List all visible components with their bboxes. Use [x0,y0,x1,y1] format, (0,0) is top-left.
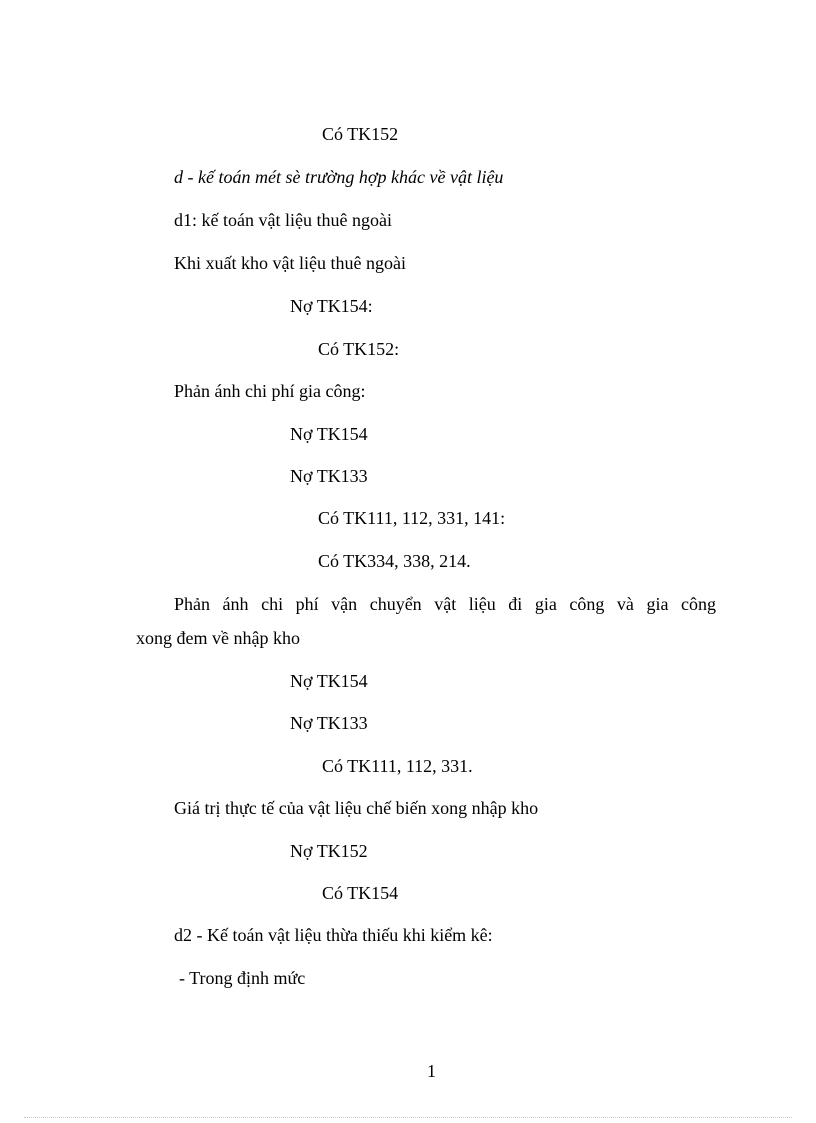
paragraph-actual-value: Giá trị thực tế của vật liệu chế biến xong nhập kho [174,798,539,818]
line-credit-tk152: Có TK152: [318,339,400,359]
subsection-heading-d1: d1: kế toán vật liệu thuê ngoài [174,210,392,230]
line-debit-tk133: Nợ TK133 [290,713,368,733]
list-item-within-norm: - Trong định mức [179,968,306,988]
line-credit-tk152: Có TK152 [322,124,399,144]
paragraph-transport-cost-cont: xong đem về nhập kho [136,628,300,648]
line-credit-tk334: Có TK334, 338, 214. [318,551,471,571]
line-debit-tk133: Nợ TK133 [290,466,368,486]
line-debit-tk154: Nợ TK154 [290,424,368,444]
subsection-heading-d2: d2 - Kế toán vật liệu thừa thiếu khi kiểm kê: [174,925,493,945]
section-heading-d: d - kế toán mét sè trường hợp khác về vật liệu [174,167,504,187]
paragraph-export-outsourced: Khi xuất kho vật liệu thuê ngoài [174,253,406,273]
page-number: 1 [427,1061,436,1081]
line-credit-tk111: Có TK111, 112, 331, 141: [318,508,506,528]
line-debit-tk154: Nợ TK154: [290,296,373,316]
footer-divider [24,1117,792,1118]
line-debit-tk154: Nợ TK154 [290,671,368,691]
line-debit-tk152: Nợ TK152 [290,841,368,861]
line-credit-tk154: Có TK154 [322,883,399,903]
line-credit-tk111: Có TK111, 112, 331. [322,756,473,776]
paragraph-processing-cost: Phản ánh chi phí gia công: [174,381,366,401]
paragraph-transport-cost: Phản ánh chi phí vận chuyển vật liệu đi gia công và gia công [174,594,716,614]
